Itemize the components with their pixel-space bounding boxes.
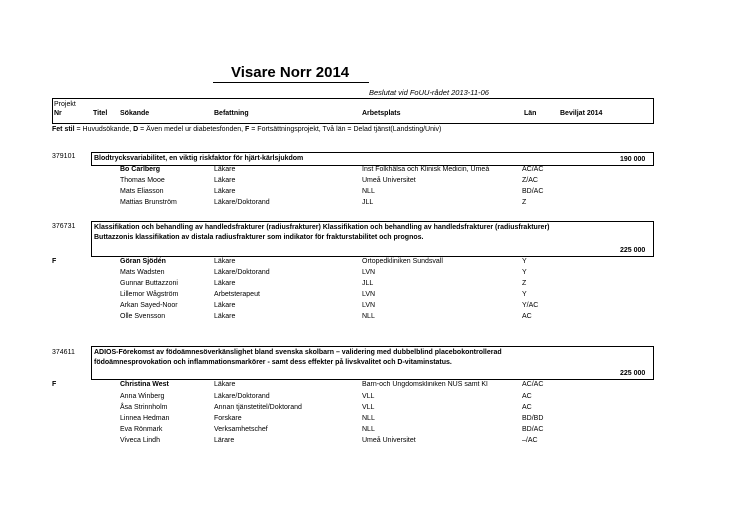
applicant-county: Y/AC xyxy=(522,302,539,309)
applicant-position: Läkare xyxy=(214,188,236,195)
applicant-position: Läkare xyxy=(214,177,236,184)
decision-date: Beslutat vid FoUU-rådet 2013-11-06 xyxy=(369,88,489,97)
applicant-position: Läkare xyxy=(214,258,236,265)
applicant-county: AC/AC xyxy=(522,166,544,173)
applicant-name: Göran Sjödén xyxy=(120,258,166,265)
applicant-name: Eva Rönmark xyxy=(120,426,163,433)
applicant-name: Thomas Mooe xyxy=(120,177,165,184)
applicant-name: Olle Svensson xyxy=(120,313,166,320)
applicant-position: Läkare/Doktorand xyxy=(214,269,270,276)
applicant-county: BD/AC xyxy=(522,426,544,433)
applicant-position: Läkare xyxy=(214,280,236,287)
applicant-position: Läkare xyxy=(214,302,236,309)
applicant-workplace: Umeå Universitet xyxy=(362,437,416,444)
project-amount: 190 000 xyxy=(620,156,646,163)
applicant-county: BD/AC xyxy=(522,188,544,195)
project-number: 374611 xyxy=(52,349,75,356)
header-titel: Titel xyxy=(93,110,108,117)
applicant-workplace: NLL xyxy=(362,426,375,433)
applicant-workplace: VLL xyxy=(362,393,375,400)
applicant-name: Lillemor Wågström xyxy=(120,291,179,298)
applicant-workplace: Umeå Universitet xyxy=(362,177,416,184)
applicant-position: Annan tjänstetitel/Doktorand xyxy=(214,404,302,411)
header-arbetsplats: Arbetsplats xyxy=(362,110,401,117)
applicant-name: Linnea Hedman xyxy=(120,415,170,422)
project-number: 376731 xyxy=(52,223,76,230)
header-sokande: Sökande xyxy=(120,110,150,117)
applicant-position: Läkare/Doktorand xyxy=(214,199,270,206)
project-amount: 225 000 xyxy=(620,247,646,254)
applicant-workplace: Barn-och Ungdomskliniken NUS samt Kl xyxy=(362,381,488,388)
applicant-workplace: LVN xyxy=(362,269,376,276)
applicant-workplace: NLL xyxy=(362,188,375,195)
project-amount: 225 000 xyxy=(620,370,646,377)
applicant-position: Läkare xyxy=(214,313,236,320)
header-lan: Län xyxy=(524,110,537,117)
applicant-workplace: JLL xyxy=(362,280,374,287)
applicant-county: AC xyxy=(522,313,532,320)
applicant-county: AC/AC xyxy=(522,381,544,388)
applicant-workplace: Ortopedkliniken Sundsvall xyxy=(362,258,443,265)
applicant-position: Läkare xyxy=(214,381,236,388)
header-befattning: Befattning xyxy=(214,110,249,117)
project-title: Blodtrycksvariabilitet, en viktig riskfaktor för hjärt-kärlsjukdom xyxy=(94,155,304,162)
applicant-county: AC xyxy=(522,393,532,400)
continuation-flag: F xyxy=(52,258,57,265)
applicant-name: Gunnar Buttazzoni xyxy=(120,280,178,287)
applicant-name: Mats Eliasson xyxy=(120,188,164,195)
applicant-name: Anna Winberg xyxy=(120,393,165,400)
applicant-workplace: LVN xyxy=(362,291,376,298)
applicant-name: Christina West xyxy=(120,381,169,388)
applicant-workplace: Inst Folkhälsa och Klinisk Medicin, Umeå xyxy=(362,166,490,173)
applicant-position: Arbetsterapeut xyxy=(214,291,260,298)
applicant-workplace: JLL xyxy=(362,199,374,206)
applicant-name: Bo Carlberg xyxy=(120,166,161,173)
applicant-workplace: VLL xyxy=(362,404,375,411)
page-title: Visare Norr 2014 xyxy=(231,64,350,81)
applicant-county: Z xyxy=(522,199,527,206)
applicant-position: Verksamhetschef xyxy=(214,426,268,433)
project-number: 379101 xyxy=(52,153,76,160)
applicant-workplace: NLL xyxy=(362,313,375,320)
applicant-name: Åsa Strinnholm xyxy=(120,404,168,411)
applicant-county: Y xyxy=(522,269,527,276)
applicant-position: Lärare xyxy=(214,437,235,444)
title-underline xyxy=(213,82,369,83)
applicant-name: Mattias Brunström xyxy=(120,199,177,206)
project-title: ADIOS-Förekomst av födoämnesöverkänslighet bland svenska skolbarn – validering med dubbelblind placebokontrollerad födoämnesprovokation och inflammationsmarkörer - samt dess effekter på livskvalitet och D-vitaminstatus. xyxy=(94,349,502,366)
applicant-county: BD/BD xyxy=(522,415,544,422)
applicant-position: Läkare/Doktorand xyxy=(214,393,270,400)
applicant-county: AC xyxy=(522,404,532,411)
header-nr: Nr xyxy=(54,110,62,117)
applicant-county: Z xyxy=(522,280,527,287)
applicant-position: Läkare xyxy=(214,166,236,173)
applicant-workplace: LVN xyxy=(362,302,376,309)
applicant-workplace: NLL xyxy=(362,415,375,422)
continuation-flag: F xyxy=(52,381,57,388)
applicant-position: Forskare xyxy=(214,415,242,422)
legend: Fet stil = Huvudsökande, D = Även medel ur diabetesfonden, F = Fortsättningsprojekt, Två län = Delad tjänst(Landsting/Univ) xyxy=(52,126,442,133)
applicant-name: Mats Wadsten xyxy=(120,269,165,276)
project-title: Klassifikation och behandling av handledsfrakturer (radiusfrakturer) Klassifikation och behandling av handledsfrakturer (radiusfrakturer) Buttazzonis klassifikation av distala radiusfrakturer som indikator för frakturstabilitet och prognos. xyxy=(94,224,550,241)
applicant-county: –/AC xyxy=(522,437,538,444)
applicant-county: Y xyxy=(522,291,527,298)
applicant-name: Viveca Lindh xyxy=(120,437,160,444)
header-beviljat: Beviljat 2014 xyxy=(560,110,603,117)
applicant-name: Arkan Sayed-Noor xyxy=(120,302,178,309)
applicant-county: Y xyxy=(522,258,527,265)
header-projekt: Projekt xyxy=(54,101,76,108)
applicant-county: Z/AC xyxy=(522,177,538,184)
